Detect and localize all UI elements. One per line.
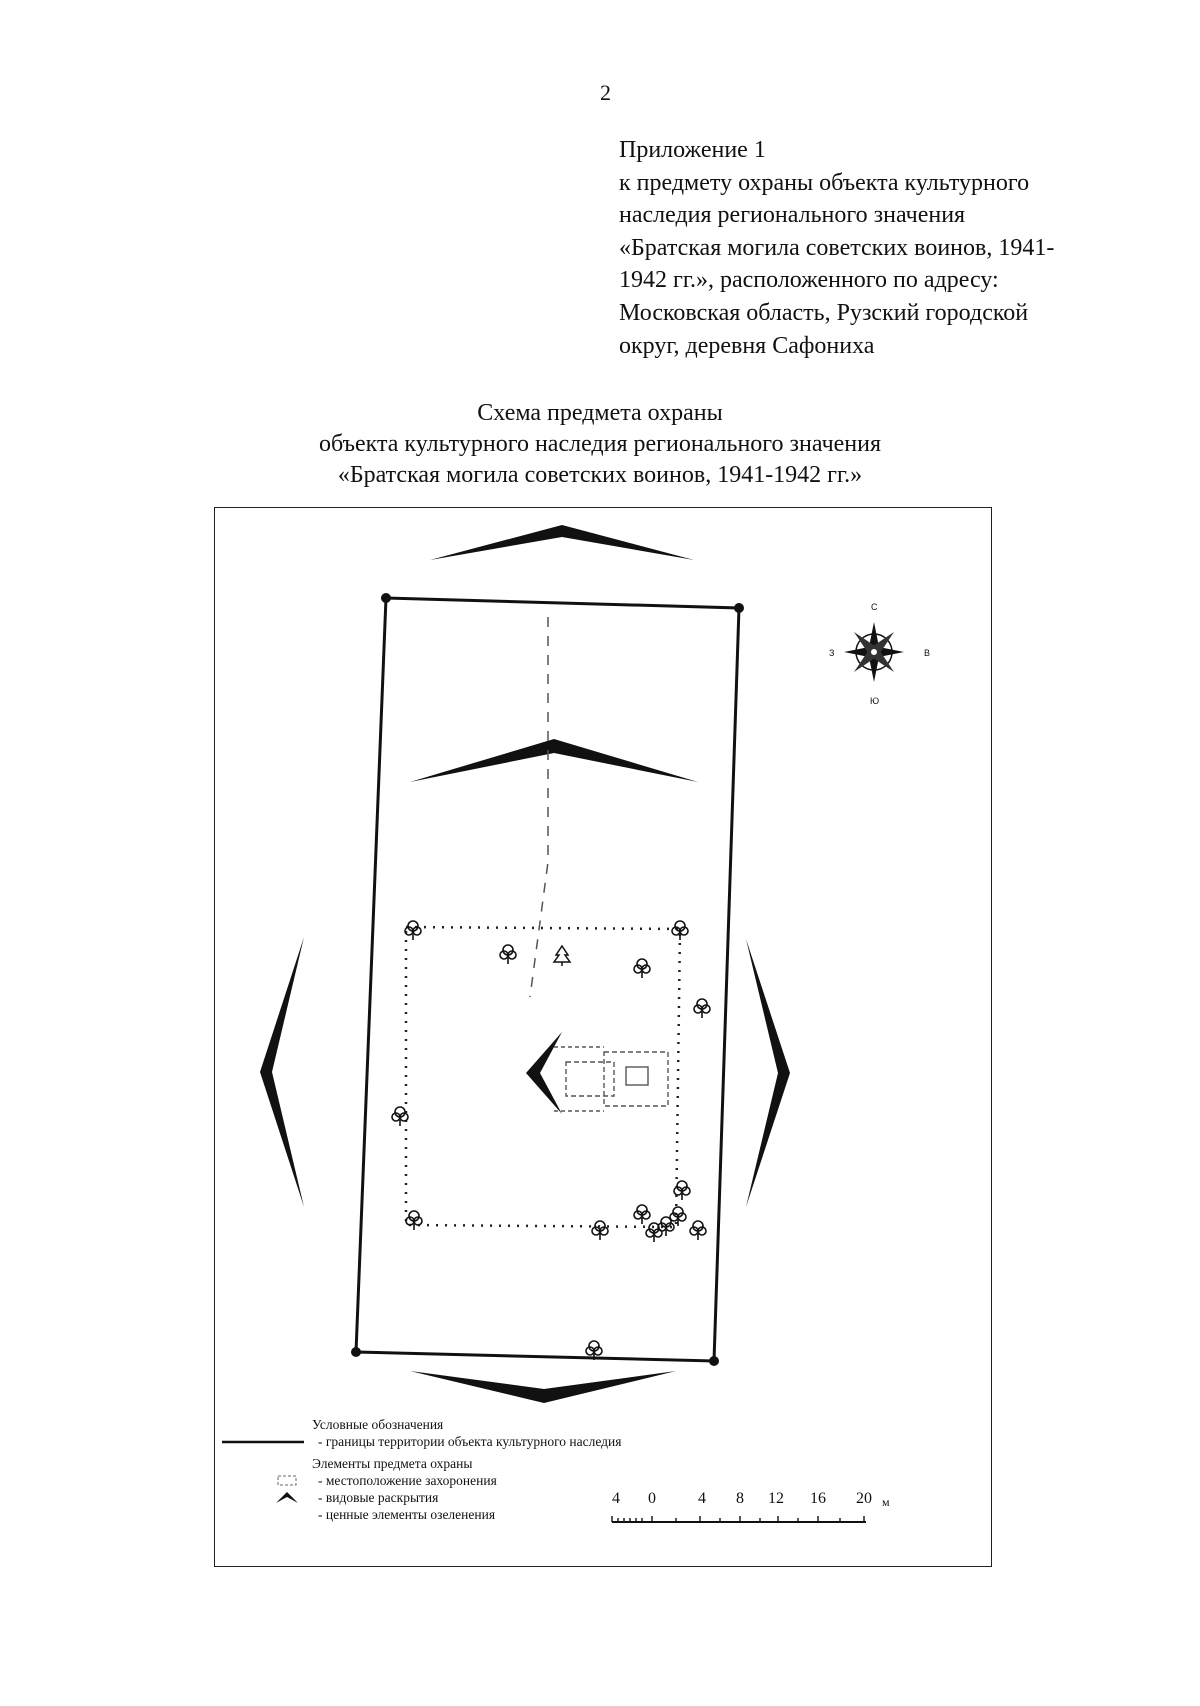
boundary-line-symbol bbox=[222, 1433, 318, 1450]
scale-bar bbox=[610, 1490, 900, 1530]
tree-icon bbox=[405, 921, 421, 940]
scale-unit: м bbox=[882, 1495, 890, 1509]
legend-greenery: - ценные элементы озеленения bbox=[318, 1507, 496, 1522]
scheme-title-line: Схема предмета охраны bbox=[477, 400, 723, 426]
scale-tick-label: 8 bbox=[736, 1490, 744, 1507]
scale-tick-label: 12 bbox=[768, 1490, 784, 1507]
legend-boundary: - границы территории объекта культурного наследия bbox=[318, 1434, 622, 1449]
compass-label-south: Ю bbox=[870, 696, 880, 706]
view-arrow-middle bbox=[410, 739, 698, 782]
scale-tick-label: 16 bbox=[810, 1490, 826, 1507]
appendix-line: наследия регионального значения bbox=[619, 202, 966, 229]
legend-elements-heading: Элементы предмета охраны bbox=[312, 1456, 473, 1471]
path-line bbox=[530, 617, 548, 997]
appendix-header bbox=[619, 134, 1179, 362]
burial-symbol bbox=[222, 1472, 318, 1489]
compass-label-east: В bbox=[924, 648, 931, 658]
compass-label-west: З bbox=[829, 648, 835, 658]
appendix-line: Приложение 1 bbox=[619, 137, 766, 163]
view-arrow-top bbox=[430, 525, 694, 560]
scheme-title bbox=[0, 398, 1200, 491]
compass-rose-icon bbox=[844, 622, 904, 682]
burial-location bbox=[554, 1047, 668, 1111]
scale-tick-label: 20 bbox=[856, 1490, 872, 1507]
scale-tick-label: 4 bbox=[612, 1490, 620, 1507]
territory-boundary bbox=[351, 593, 744, 1366]
view-arrow-right bbox=[746, 939, 790, 1207]
tree-icon bbox=[690, 1221, 706, 1240]
site-plan bbox=[214, 507, 992, 1567]
appendix-line: Московская область, Рузский городской bbox=[619, 299, 1029, 326]
greenery-area bbox=[406, 927, 680, 1227]
appendix-line: 1942 гг.», расположенного по адресу: bbox=[619, 267, 999, 294]
appendix-line: к предмету охраны объекта культурного bbox=[619, 169, 1030, 196]
tree-icon bbox=[406, 1211, 422, 1230]
legend-heading: Условные обозначения bbox=[312, 1417, 444, 1432]
page-number: 2 bbox=[600, 80, 611, 105]
appendix-line: округ, деревня Сафониха bbox=[619, 332, 875, 359]
scale-ruler bbox=[610, 1510, 870, 1526]
view-arrow-bottom bbox=[410, 1371, 676, 1403]
tree-icon bbox=[672, 921, 688, 940]
tree-icon bbox=[592, 1221, 608, 1240]
legend-burial: - местоположение захоронения bbox=[318, 1473, 497, 1488]
tree-icon bbox=[634, 959, 650, 978]
tree-icon bbox=[674, 1181, 690, 1200]
scale-tick-label: 0 bbox=[648, 1490, 656, 1507]
scheme-title-line: объекта культурного наследия регионального значения bbox=[318, 431, 882, 457]
greenery-trees bbox=[392, 921, 710, 1360]
scale-tick-label: 4 bbox=[698, 1490, 706, 1507]
view-arrow-symbol bbox=[222, 1489, 318, 1506]
tree-icon bbox=[392, 1107, 408, 1126]
appendix-line: «Братская могила советских воинов, 1941- bbox=[619, 234, 1055, 261]
view-arrows bbox=[260, 525, 790, 1403]
tree-icon bbox=[634, 1205, 650, 1224]
scheme-title-line: «Братская могила советских воинов, 1941-1942 гг.» bbox=[337, 462, 863, 488]
view-arrow-left bbox=[260, 937, 304, 1207]
fir-tree-icon bbox=[554, 946, 570, 966]
view-arrow-center bbox=[526, 1032, 562, 1114]
compass-label-north: С bbox=[871, 602, 878, 612]
tree-icon bbox=[500, 945, 516, 964]
legend-view: - видовые раскрытия bbox=[318, 1490, 439, 1505]
tree-icon bbox=[694, 999, 710, 1018]
